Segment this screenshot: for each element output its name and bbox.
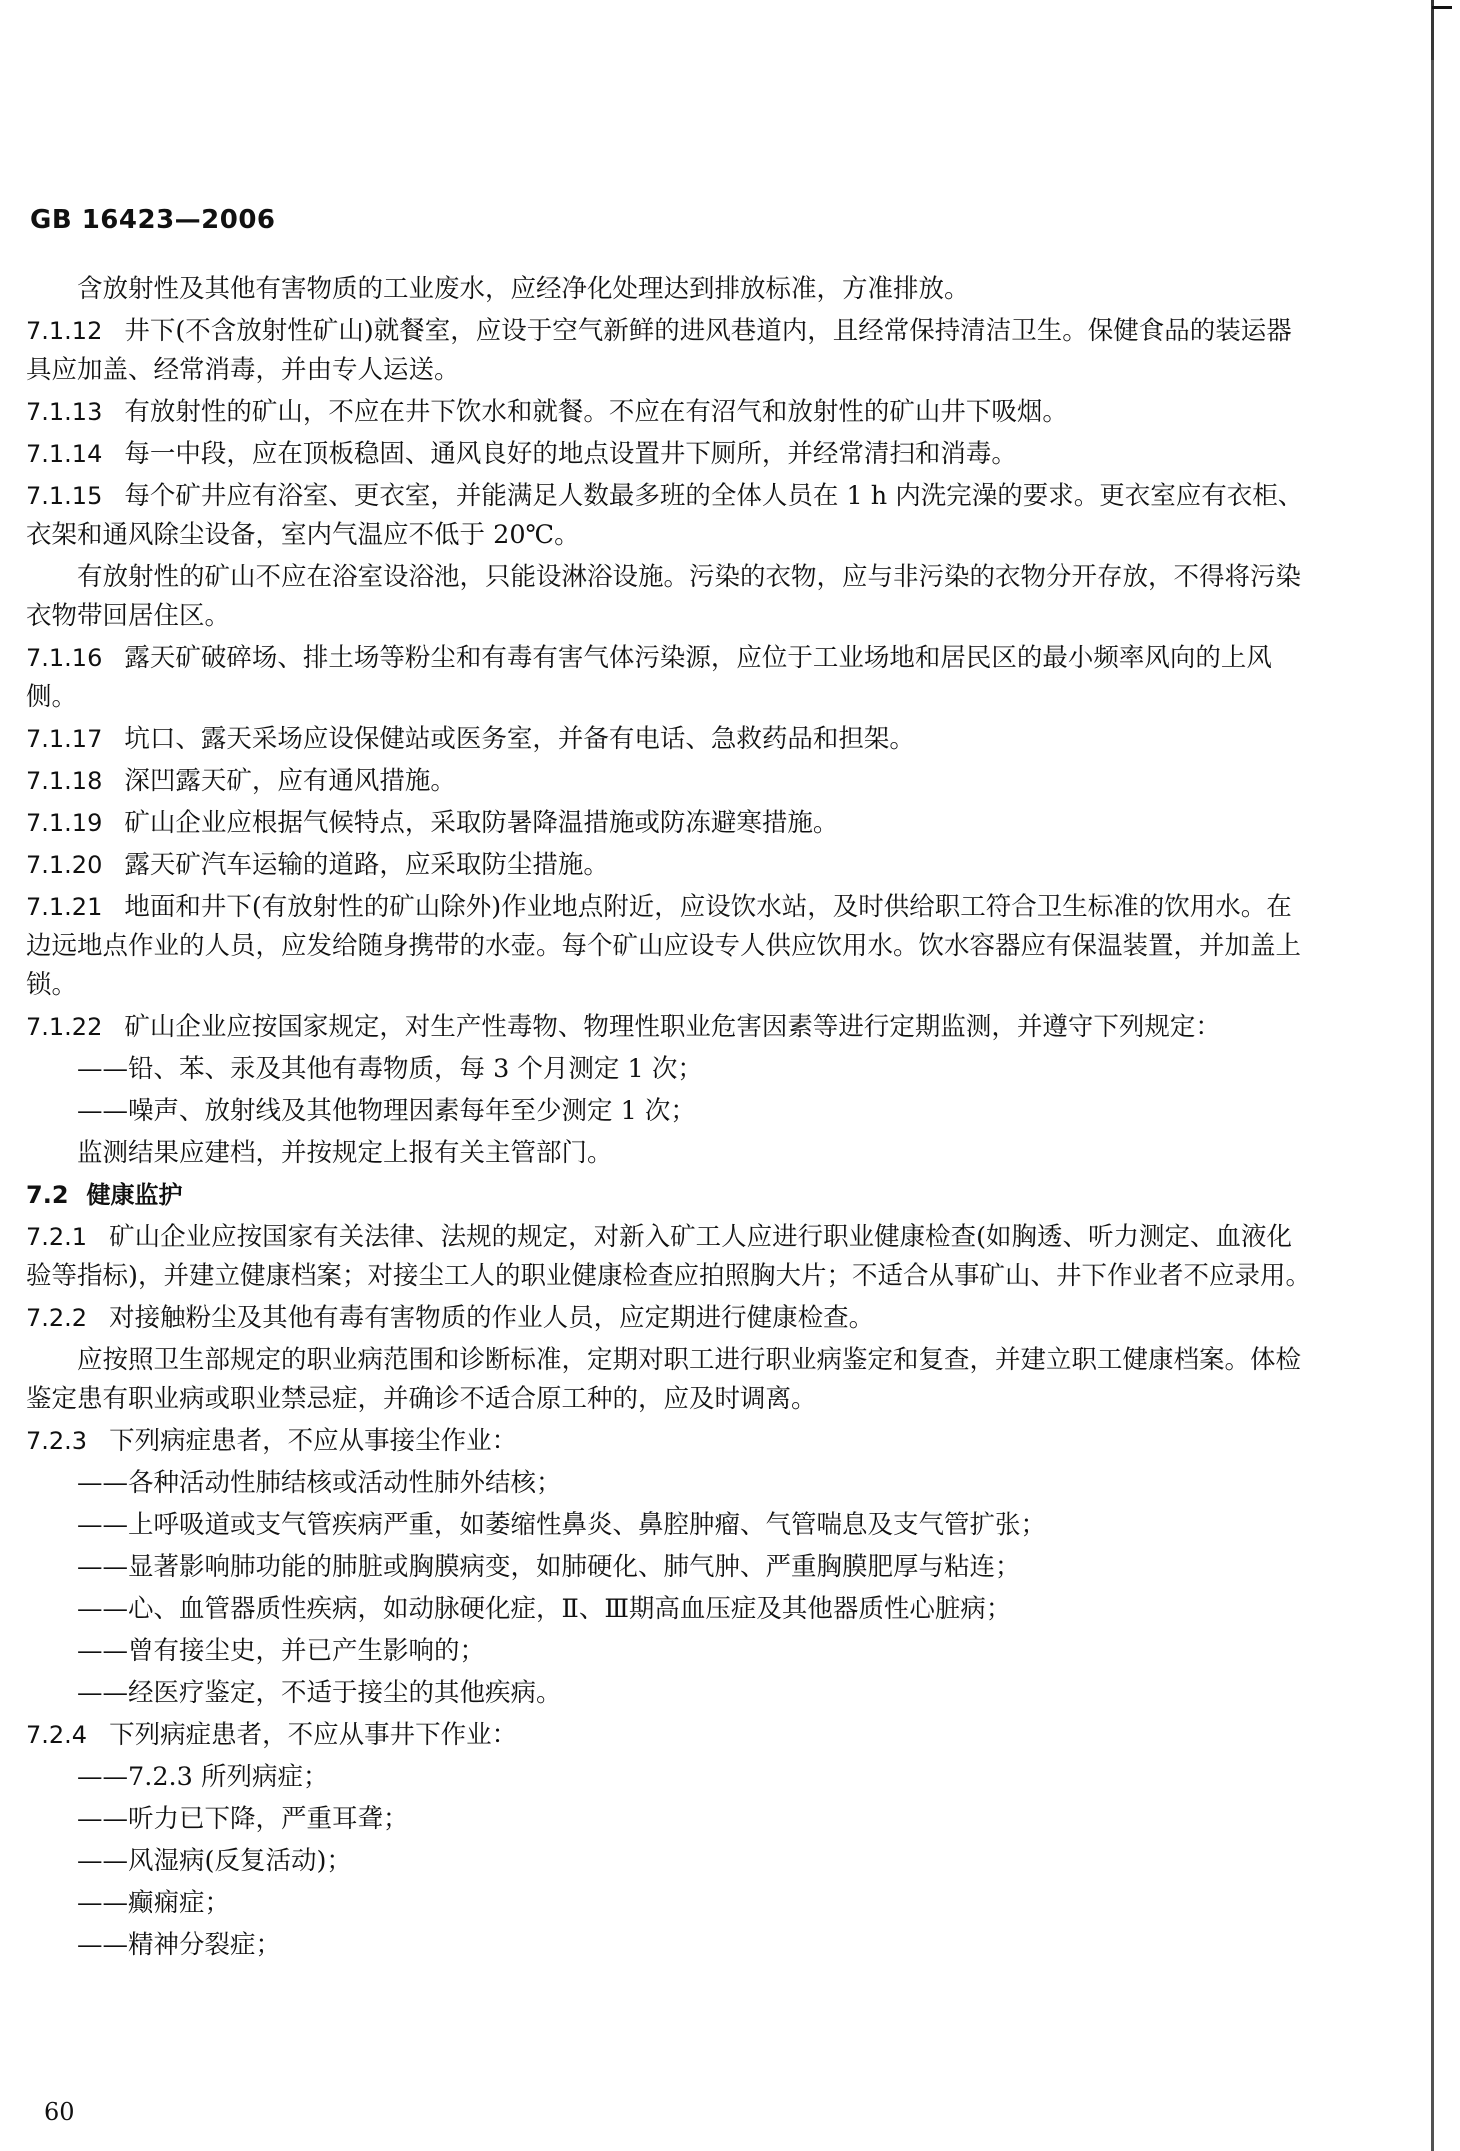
list-item-text: ——心、血管器质性疾病，如动脉硬化症，Ⅱ、Ⅲ期高血压症及其他器质性心脏病；	[77, 1594, 1012, 1624]
clause-number: 7.2.4	[26, 1721, 88, 1749]
list-item	[77, 1050, 1316, 1089]
paragraph	[26, 1341, 1316, 1419]
clause-text: 有放射性的矿山，不应在井下饮水和就餐。不应在有沼气和放射性的矿山井下吸烟。	[124, 397, 1068, 427]
clause-text: 下列病症患者，不应从事井下作业：	[109, 1720, 518, 1750]
list-item-text: ——显著影响肺功能的肺脏或胸膜病变，如肺硬化、肺气肿、严重胸膜肥厚与粘连；	[77, 1552, 1021, 1582]
clause-number: 7.2.3	[26, 1427, 88, 1455]
clause	[26, 1422, 1316, 1461]
paragraph-text: 监测结果应建档，并按规定上报有关主管部门。	[77, 1138, 613, 1168]
clause-number: 7.1.19	[26, 809, 103, 837]
page-number: 60	[44, 2098, 75, 2126]
paragraph-text: 含放射性及其他有害物质的工业废水，应经净化处理达到排放标准，方准排放。	[77, 274, 970, 304]
clause-text: 露天矿汽车运输的道路，应采取防尘措施。	[124, 850, 609, 880]
list-item	[77, 1842, 1316, 1881]
clause-number: 7.2	[26, 1181, 69, 1209]
clause-number: 7.1.17	[26, 725, 103, 753]
clause-number: 7.1.18	[26, 767, 103, 795]
clause	[26, 804, 1316, 843]
clause-number: 7.1.14	[26, 440, 103, 468]
clause	[26, 393, 1316, 432]
clause-number: 7.1.12	[26, 317, 103, 345]
clause-text: 井下(不含放射性矿山)就餐室，应设于空气新鲜的进风巷道内，且经常保持清洁卫生。保健食品的装运器具应加盖、经常消毒，并由专人运送。	[26, 316, 1292, 385]
clause-number: 7.1.13	[26, 398, 103, 426]
list-item-text: ——曾有接尘史，并已产生影响的；	[77, 1636, 486, 1666]
clause-text: 每个矿井应有浴室、更衣室，并能满足人数最多班的全体人员在 1 h 内洗完澡的要求。更衣室应有衣柜、衣架和通风除尘设备，室内气温应不低于 20℃。	[26, 481, 1304, 550]
clause-number: 7.2.1	[26, 1223, 88, 1251]
clause-text: 下列病症患者，不应从事接尘作业：	[109, 1426, 518, 1456]
page-edge-cap	[1432, 6, 1452, 9]
list-item-text: ——听力已下降，严重耳聋；	[77, 1804, 409, 1834]
paragraph-text: 有放射性的矿山不应在浴室设浴池，只能设淋浴设施。污染的衣物，应与非污染的衣物分开存放，不得将污染衣物带回居住区。	[26, 562, 1302, 631]
clause-text: 露天矿破碎场、排土场等粉尘和有毒有害气体污染源，应位于工业场地和居民区的最小频率风向的上风侧。	[26, 643, 1272, 712]
clause	[26, 639, 1316, 717]
clause	[26, 477, 1316, 555]
clause-number: 7.1.22	[26, 1013, 103, 1041]
clause	[26, 762, 1316, 801]
clause	[26, 1218, 1316, 1296]
list-item	[77, 1800, 1316, 1839]
list-item-text: ——癫痫症；	[77, 1888, 231, 1918]
clause	[26, 888, 1316, 1005]
list-item-text: ——精神分裂症；	[77, 1930, 282, 1960]
list-item	[77, 1758, 1316, 1797]
list-item	[77, 1632, 1316, 1671]
clause-text: 矿山企业应按国家规定，对生产性毒物、物理性职业危害因素等进行定期监测，并遵守下列规定：	[124, 1012, 1221, 1042]
paragraph	[26, 558, 1316, 636]
list-item	[77, 1884, 1316, 1923]
list-item-text: ——噪声、放射线及其他物理因素每年至少测定 1 次；	[77, 1096, 696, 1126]
list-item-text: ——上呼吸道或支气管疾病严重，如萎缩性鼻炎、鼻腔肿瘤、气管喘息及支气管扩张；	[77, 1510, 1047, 1540]
clause-number: 7.1.20	[26, 851, 103, 879]
list-item	[77, 1926, 1316, 1965]
clause-text: 矿山企业应按国家有关法律、法规的规定，对新入矿工人应进行职业健康检查(如胸透、听力测定、血液化验等指标)，并建立健康档案；对接尘工人的职业健康检查应拍照胸大片；不适合从事矿山、井下作业者不应录用。	[26, 1222, 1311, 1291]
document-id: GB 16423—2006	[30, 205, 276, 235]
clause	[26, 435, 1316, 474]
clause	[26, 1716, 1316, 1755]
list-item-text: ——风湿病(反复活动)；	[77, 1846, 352, 1876]
clause	[26, 720, 1316, 759]
clause	[26, 846, 1316, 885]
clause-text: 每一中段，应在顶板稳固、通风良好的地点设置井下厕所，并经常清扫和消毒。	[124, 439, 1017, 469]
clause-number: 7.1.21	[26, 893, 103, 921]
list-item	[77, 1092, 1316, 1131]
list-item	[77, 1506, 1316, 1545]
list-item-text: ——各种活动性肺结核或活动性肺外结核；	[77, 1468, 562, 1498]
clause-text: 深凹露天矿，应有通风措施。	[124, 766, 456, 796]
clause-number: 7.1.16	[26, 644, 103, 672]
paragraph	[26, 270, 1316, 309]
clause	[26, 1008, 1316, 1047]
list-item	[77, 1464, 1316, 1503]
document-body	[26, 270, 1316, 1968]
list-item-text: ——铅、苯、汞及其他有毒物质，每 3 个月测定 1 次；	[77, 1054, 703, 1084]
list-item	[77, 1674, 1316, 1713]
clause-number: 7.2.2	[26, 1304, 88, 1332]
list-item	[77, 1590, 1316, 1629]
clause	[26, 1299, 1316, 1338]
clause-text: 对接触粉尘及其他有毒有害物质的作业人员，应定期进行健康检查。	[109, 1303, 875, 1333]
page-edge-line	[1431, 0, 1434, 2151]
clause-text: 矿山企业应根据气候特点，采取防暑降温措施或防冻避寒措施。	[124, 808, 839, 838]
list-item-text: ——经医疗鉴定，不适于接尘的其他疾病。	[77, 1678, 562, 1708]
section-heading	[26, 1176, 1316, 1215]
clause-number: 7.1.15	[26, 482, 103, 510]
section-title: 健康监护	[86, 1181, 183, 1209]
clause	[26, 312, 1316, 390]
list-item-text: ——7.2.3 所列病症；	[77, 1762, 329, 1792]
list-item	[77, 1548, 1316, 1587]
clause-text: 地面和井下(有放射性的矿山除外)作业地点附近，应设饮水站，及时供给职工符合卫生标准的饮用水。在边远地点作业的人员，应发给随身携带的水壶。每个矿山应设专人供应饮用水。饮水容器应有保温装置，并加盖上锁。	[26, 892, 1302, 1000]
paragraph-text: 应按照卫生部规定的职业病范围和诊断标准，定期对职工进行职业病鉴定和复查，并建立职工健康档案。体检鉴定患有职业病或职业禁忌症，并确诊不适合原工种的，应及时调离。	[26, 1345, 1302, 1414]
paragraph	[26, 1134, 1316, 1173]
clause-text: 坑口、露天采场应设保健站或医务室，并备有电话、急救药品和担架。	[124, 724, 915, 754]
